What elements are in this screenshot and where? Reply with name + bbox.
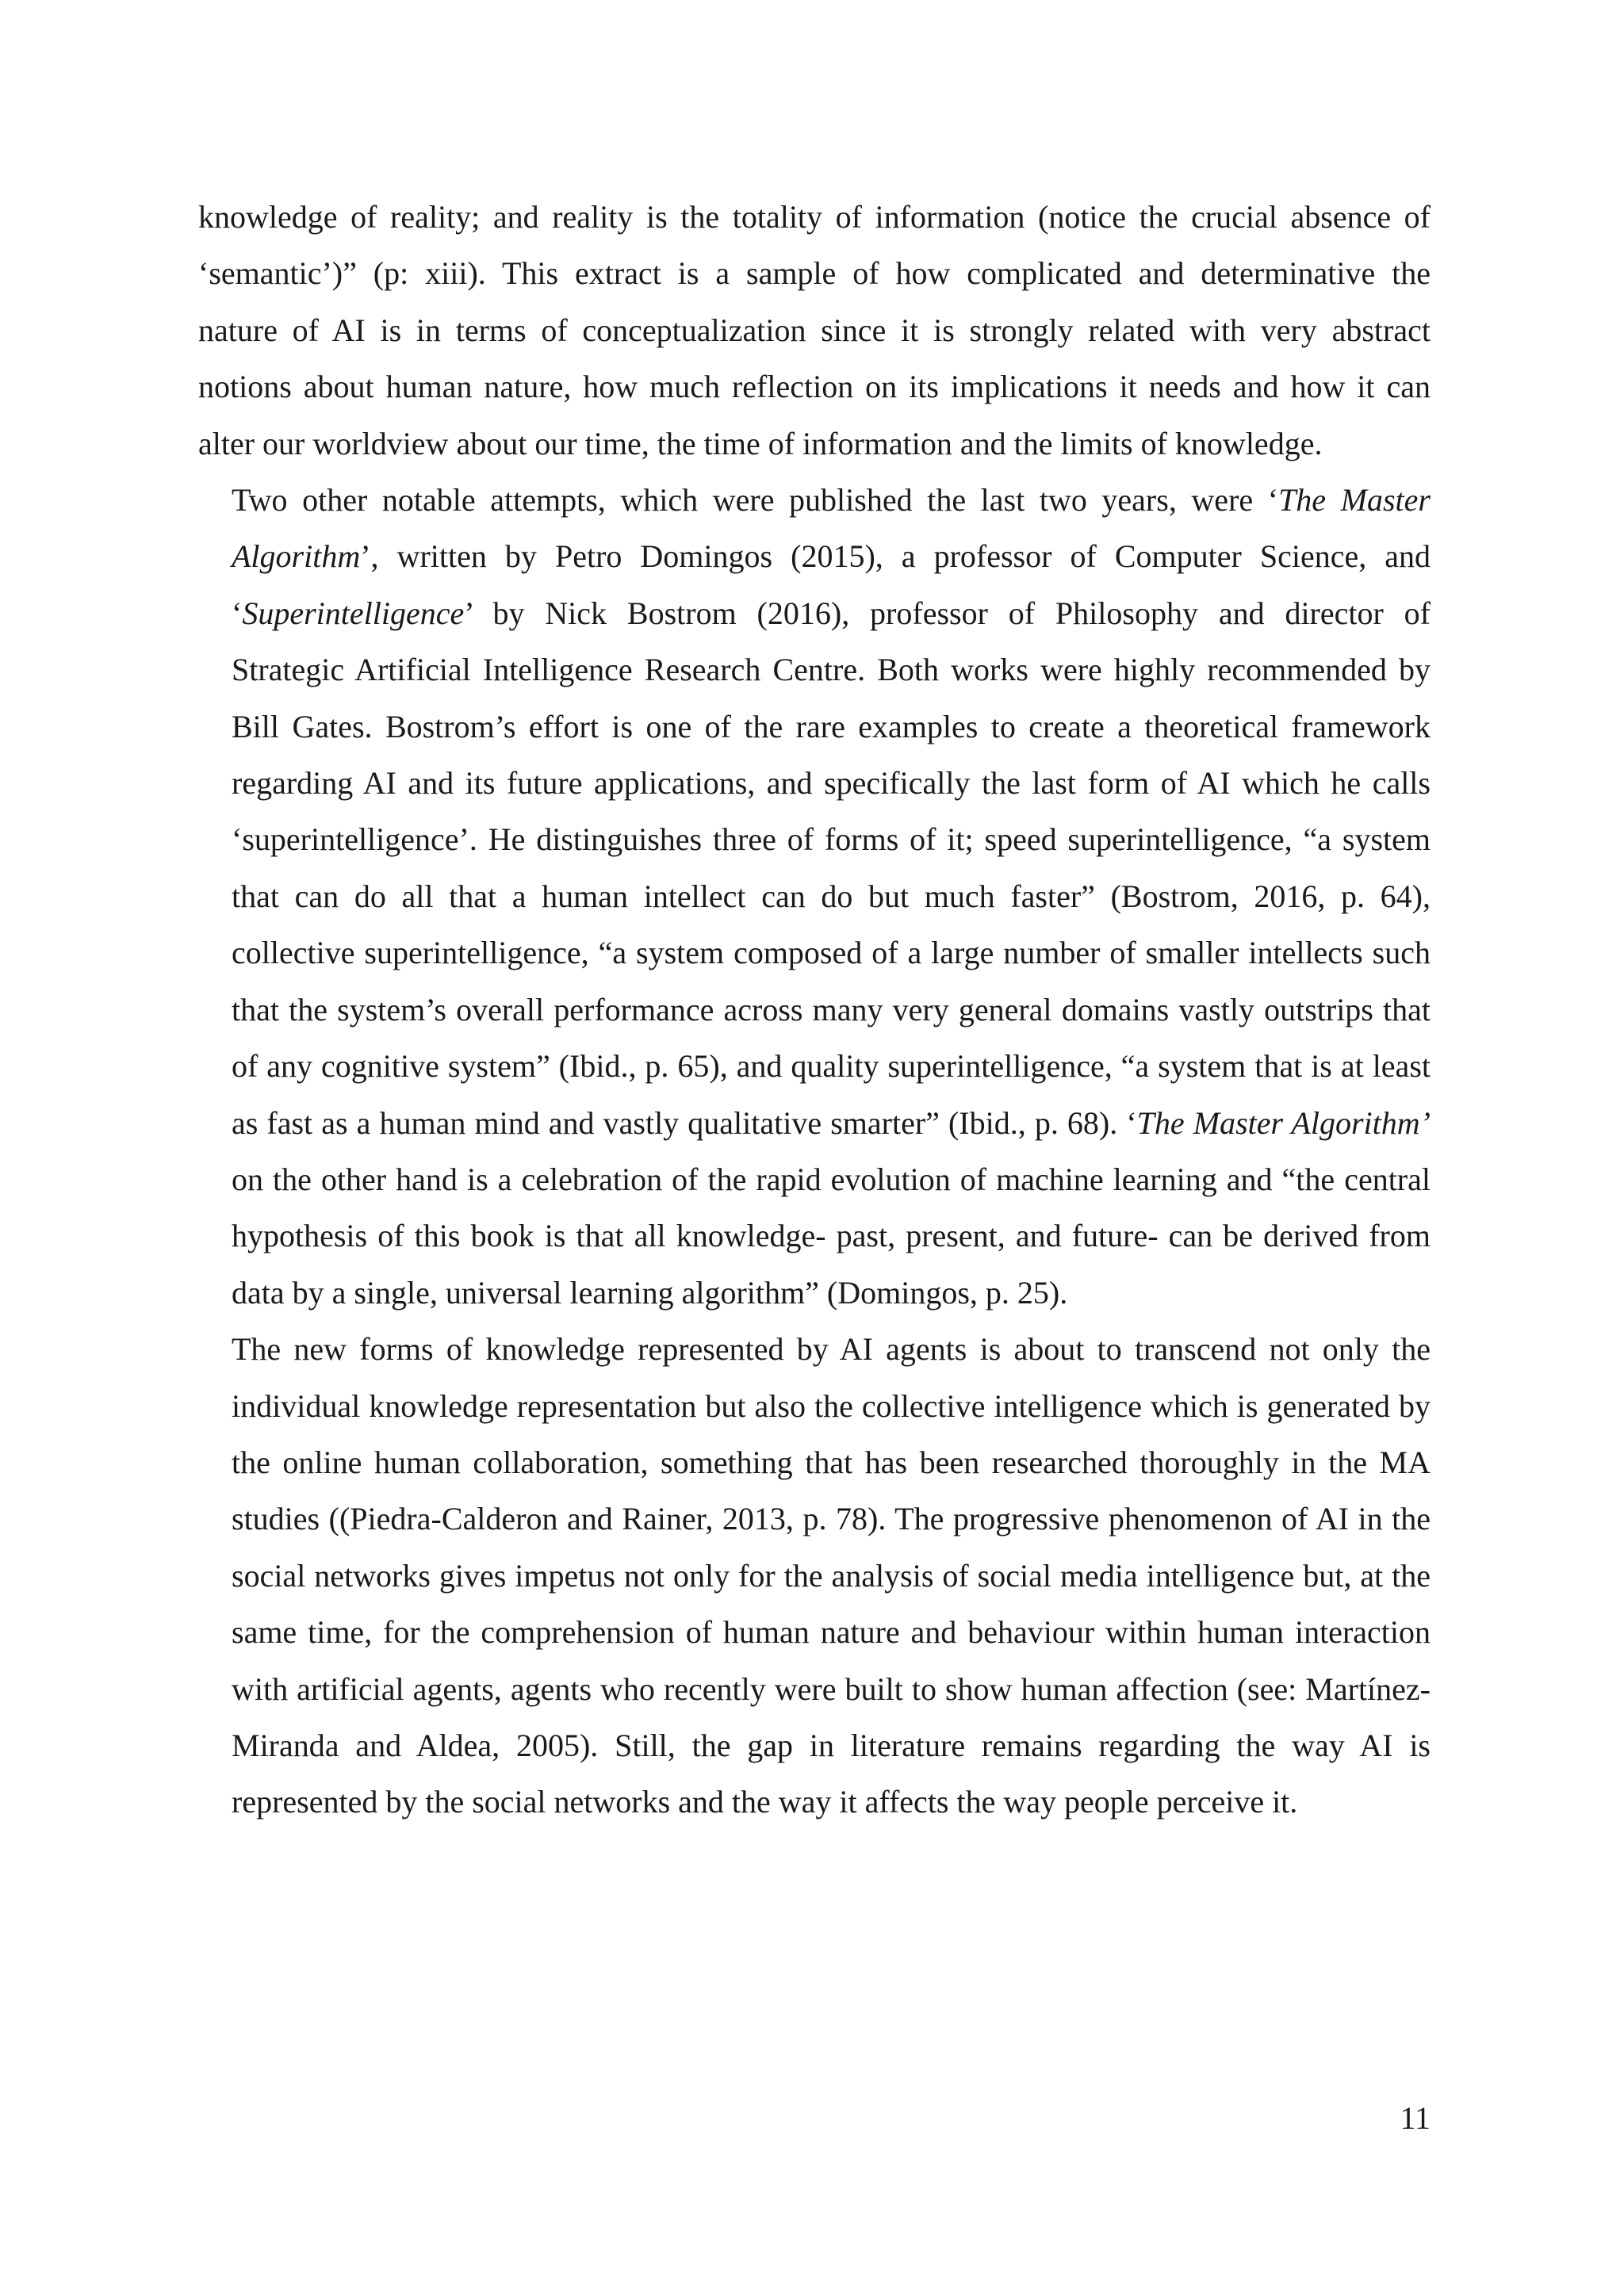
italic-title: Algorithm — [232, 538, 361, 575]
italic-title: The Master Algorithm’ — [1136, 1104, 1431, 1141]
text-run: Bill Gates. Bostrom’s effort is one of the rare examples to create a theoretical framework — [232, 708, 1431, 744]
text-line — [198, 1095, 1431, 1151]
body-paragraph — [198, 1321, 1431, 1831]
text-run: social networks gives impetus not only for the analysis of social media intelligence but, at the — [232, 1557, 1431, 1594]
text-line — [198, 1774, 1431, 1830]
page-body — [198, 189, 1431, 1831]
text-line — [198, 868, 1431, 924]
text-line — [198, 1321, 1431, 1377]
body-paragraph — [198, 189, 1431, 472]
text-run: ’ by Nick Bostrom (2016), professor of Philosophy and director of — [464, 595, 1431, 631]
text-run: hypothesis of this book is that all knowledge- past, present, and future- can be derived from — [232, 1218, 1431, 1254]
text-run: notions about human nature, how much reflection on its implications it needs and how it can — [198, 369, 1431, 405]
text-run: ’, written by Petro Domingos (2015), a professor of Computer Science, and — [360, 538, 1431, 575]
text-run: that can do all that a human intellect can do but much faster” (Bostrom, 2016, p. 64), — [232, 878, 1431, 914]
text-run: individual knowledge representation but also the collective intelligence which is generated by — [232, 1387, 1431, 1424]
text-run: regarding AI and its future applications, and specifically the last form of AI which he calls — [232, 765, 1431, 802]
text-line — [198, 1038, 1431, 1094]
text-run: ‘semantic’)” (p: xiii). This extract is a sample of how complicated and determinative the — [198, 255, 1431, 292]
text-line — [198, 1378, 1431, 1434]
text-line — [198, 641, 1431, 698]
text-line — [198, 1717, 1431, 1774]
text-line — [198, 1151, 1431, 1207]
text-run: represented by the social networks and the way it affects the way people perceive it. — [232, 1784, 1298, 1820]
text-run: as fast as a human mind and vastly qualitative smarter” (Ibid., p. 68). ‘ — [232, 1104, 1137, 1141]
italic-title: Superintelligence — [242, 595, 465, 631]
text-run: Two other notable attempts, which were published the last two years, were ‘ — [232, 482, 1279, 519]
text-run: same time, for the comprehension of human nature and behaviour within human interaction — [232, 1614, 1431, 1651]
text-line — [198, 698, 1431, 755]
text-run: collective superintelligence, “a system composed of a large number of smaller intellects such — [232, 935, 1431, 971]
text-line — [198, 755, 1431, 811]
text-run: ‘ — [232, 595, 243, 631]
text-line — [198, 1207, 1431, 1264]
body-paragraph — [198, 472, 1431, 1321]
text-line — [198, 358, 1431, 415]
text-line — [198, 472, 1431, 528]
text-run: knowledge of reality; and reality is the totality of information (notice the crucial absence of — [198, 199, 1431, 235]
text-line — [198, 1434, 1431, 1490]
text-run: Strategic Artificial Intelligence Research Centre. Both works were highly recommended by — [232, 652, 1431, 688]
text-run: with artificial agents, agents who recently were built to show human affection (see: Martínez- — [232, 1670, 1431, 1707]
text-run: ‘superintelligence’. He distinguishes three of forms of it; speed superintelligence, “a system — [232, 821, 1431, 858]
text-line — [198, 302, 1431, 358]
text-run: studies ((Piedra-Calderon and Rainer, 2013, p. 78). The progressive phenomenon of AI in the — [232, 1501, 1431, 1537]
text-line — [198, 811, 1431, 867]
text-run: that the system’s overall performance across many very general domains vastly outstrips that — [232, 991, 1431, 1027]
text-line — [198, 189, 1431, 245]
text-run: nature of AI is in terms of conceptualization since it is strongly related with very abstract — [198, 312, 1431, 348]
text-run: data by a single, universal learning algorithm” (Domingos, p. 25). — [232, 1274, 1068, 1311]
text-run: on the other hand is a celebration of the rapid evolution of machine learning and “the central — [232, 1161, 1431, 1197]
text-run: the online human collaboration, something that has been researched thoroughly in the MA — [232, 1444, 1431, 1480]
text-line — [198, 585, 1431, 641]
text-line — [198, 245, 1431, 301]
text-line — [198, 924, 1431, 981]
italic-title: The Master — [1278, 482, 1431, 519]
text-line — [198, 528, 1431, 584]
text-line — [198, 1661, 1431, 1717]
text-line — [198, 1548, 1431, 1604]
text-line — [198, 415, 1431, 472]
text-line — [198, 1604, 1431, 1660]
text-line — [198, 1490, 1431, 1547]
text-line — [198, 982, 1431, 1038]
text-run: of any cognitive system” (Ibid., p. 65), and quality superintelligence, “a system that is at least — [232, 1048, 1431, 1085]
text-run: The new forms of knowledge represented by AI agents is about to transcend not only the — [232, 1331, 1431, 1368]
text-run: Miranda and Aldea, 2005). Still, the gap in literature remains regarding the way AI is — [232, 1727, 1431, 1763]
page-number: 11 — [1400, 2100, 1431, 2136]
text-run: alter our worldview about our time, the time of information and the limits of knowledge. — [198, 425, 1323, 461]
text-line — [198, 1265, 1431, 1321]
